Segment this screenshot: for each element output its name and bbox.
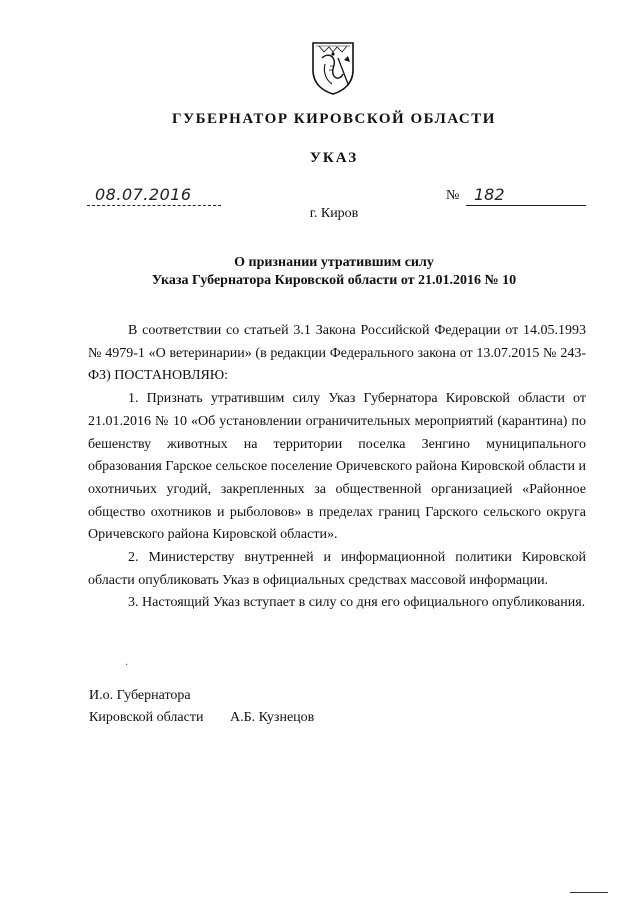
date-field bbox=[87, 183, 221, 206]
number-label: № bbox=[446, 188, 460, 203]
decree-title-line-2: Указа Губернатора Кировской области от 21.01.2016 № 10 bbox=[151, 273, 517, 288]
stray-dot: · bbox=[125, 660, 129, 671]
clause-2: 2. Министерству внутренней и информационной политики Кировской области опубликовать Указ в официальных средствах массовой информации. bbox=[88, 550, 586, 588]
preamble-paragraph: В соответствии со статьей 3.1 Закона Российской Федерации от 14.05.1993 № 4979-1 «О ветеринарии» (в редакции Федерального закона от 13.07.2015 № 243-ФЗ) ПОСТАНОВЛЯЮ: bbox=[88, 323, 586, 384]
number-field bbox=[466, 183, 586, 206]
corner-rule bbox=[570, 892, 608, 893]
signatory-region: Кировской области bbox=[89, 710, 204, 725]
signatory-position: И.о. Губернатора bbox=[89, 688, 191, 703]
handwritten-number: 182 bbox=[474, 185, 505, 204]
issue-city: г. Киров bbox=[309, 206, 359, 221]
document-type: УКАЗ bbox=[309, 150, 359, 166]
clause-1: 1. Признать утратившим силу Указ Губернатора Кировской области от 21.01.2016 № 10 «Об установлении ограничительных мероприятий (карантина) по бешенству животных на территории поселка Зенгино муниципального образования Гарское сельское поселение Оричевского района Кировской области и охотничьих угодий, закрепленных за общественной организацией «Районное общество охотников и рыболовов» в пределах границ Гарского сельского округа Оричевского района Кировской области». bbox=[88, 391, 586, 543]
signatory-name: А.Б. Кузнецов bbox=[230, 710, 315, 725]
kirov-coat-of-arms-icon bbox=[310, 40, 356, 96]
decree-body bbox=[88, 320, 586, 615]
handwritten-date: 08.07.2016 bbox=[95, 185, 192, 204]
decree-title-line-1: О признании утратившим силу bbox=[234, 255, 434, 270]
issuing-authority: ГУБЕРНАТОР КИРОВСКОЙ ОБЛАСТИ bbox=[172, 111, 496, 127]
clause-3: 3. Настоящий Указ вступает в силу со дня его официального опубликования. bbox=[128, 595, 586, 611]
